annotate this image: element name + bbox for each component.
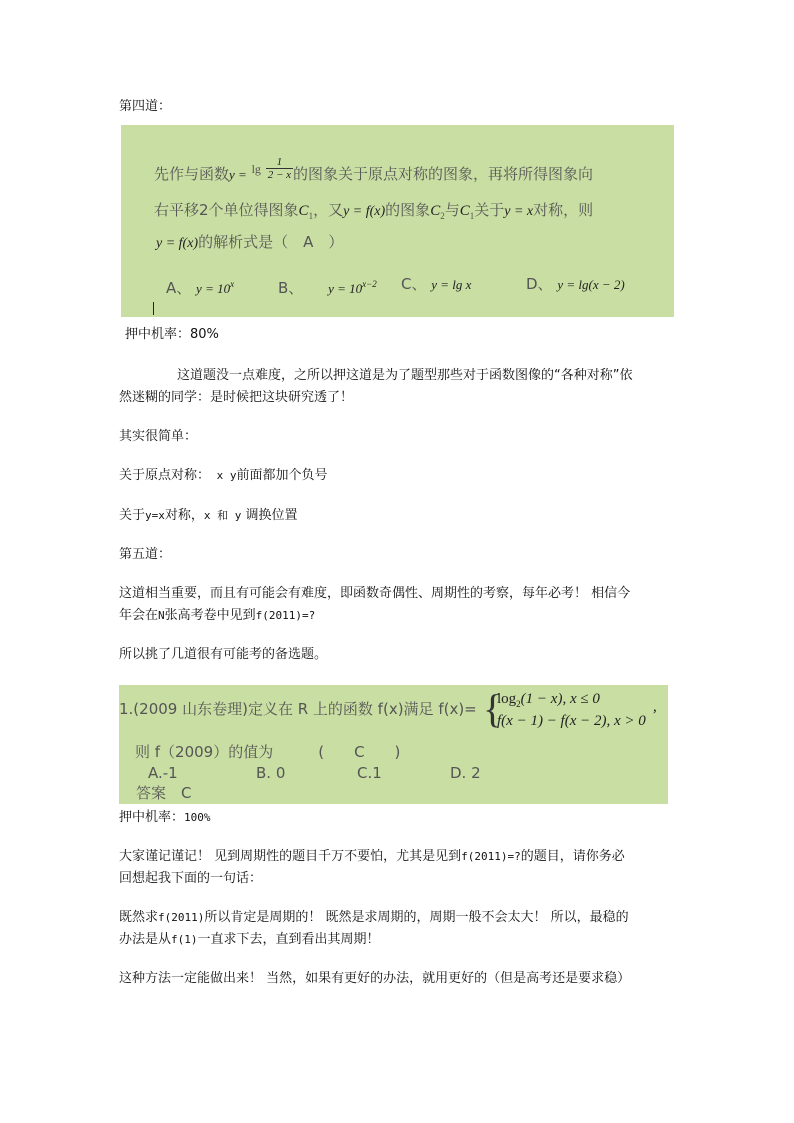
p5-option-a: A.-1	[148, 764, 178, 782]
para5-pre: 既然求	[119, 910, 159, 925]
p4-l2-with: 与	[444, 201, 460, 219]
p4-l3-yfx: y = f(x)	[156, 236, 199, 251]
p4-l2-post: 对称，则	[533, 201, 594, 219]
p4-opt-d-label: D、	[526, 275, 553, 293]
p4-yfx: y = f(x)	[343, 204, 386, 219]
piecewise-case-2: f(x − 1) − f(x − 2), x > 0	[497, 713, 646, 729]
p4-l2-comma: ，又	[313, 201, 344, 219]
para5-post: 所以肯定是周期的！ 既然是求周期的，周期一般不会太大！ 所以，最稳的	[204, 910, 629, 925]
p4-frac-num: 1	[266, 156, 293, 169]
hit-rate-5	[119, 807, 211, 829]
rule1-pre: 关于原点对称：	[119, 468, 211, 483]
para-2-line-2	[119, 605, 315, 627]
p5-option-b: B. 0	[256, 764, 286, 782]
case1-post: (1 − x), x ≤ 0	[520, 691, 600, 707]
p4-opt-b-exp: x−2	[362, 279, 377, 289]
rule1-post: 前面都加个负号	[236, 468, 328, 483]
p4-l3-post: 的解析式是（ A ）	[198, 233, 344, 251]
p4-c1-sub: 1	[308, 211, 314, 221]
para4-pre: 大家谨记谨记！ 见到周期性的题目千万不要怕，尤其是见到	[119, 849, 462, 864]
case1-sub: 2	[516, 699, 521, 709]
problem-4-line-1	[154, 156, 594, 187]
p4-l2-pre: 右平移2个单位得图象	[154, 201, 299, 219]
rule1-xy: x y	[210, 469, 237, 482]
p4-c1: C	[298, 203, 309, 219]
case1-log: log	[497, 691, 517, 707]
para5-f: f(2011)	[158, 911, 205, 924]
para-1-line-2: 然迷糊的同学：是时候把这块研究透了！	[119, 390, 354, 405]
rule-origin-symmetry	[119, 465, 328, 487]
rule2-yx: y=x	[145, 509, 165, 522]
p4-opt-c-val: y = lg x	[431, 277, 472, 292]
problem-4-line-3	[156, 231, 343, 255]
para2-pre: 年会在	[119, 608, 159, 623]
p4-option-a	[166, 273, 234, 300]
p5-option-d: D. 2	[450, 764, 481, 782]
p4-fraction	[266, 156, 293, 181]
p4-option-d	[526, 273, 625, 296]
p5-line-1: 1.(2009 山东卷理)定义在 R 上的函数 f(x)满足 f(x)=	[119, 700, 477, 718]
para-5-line-2	[119, 929, 380, 951]
para-1-line-1: 这道题没一点难度，之所以押这道是为了题型那些对于函数图像的“各种对称”依	[177, 368, 633, 383]
p4-opt-b-base: y = 10	[328, 281, 363, 296]
p5-answer: 答案 C	[136, 784, 192, 802]
p4-opt-b-label: B、	[278, 279, 304, 297]
p4-l1-text: 先作与函数	[154, 165, 230, 183]
para4-f: f(2011)=?	[461, 850, 521, 863]
p4-option-c	[401, 273, 471, 296]
rule2-xy: x 和 y	[203, 509, 242, 522]
rule2-pre: 关于	[119, 508, 146, 523]
problem-5-image-box	[119, 685, 668, 804]
p4-c2-sub: 2	[440, 211, 445, 221]
p4-opt-c-label: C、	[401, 275, 427, 293]
p4-func-lg: lg	[251, 162, 261, 176]
problem-4-image-box	[121, 125, 674, 317]
para2-n: N	[158, 609, 165, 622]
rule2-post: 调换位置	[241, 508, 298, 523]
p5-line-1-end: ,	[653, 699, 657, 715]
problem-4-line-2	[154, 199, 593, 227]
text-cursor	[153, 302, 154, 315]
p4-yx: y = x	[504, 204, 534, 219]
p4-frac-den: 2 − x	[267, 169, 292, 181]
p5-line-2: 则 f（2009）的值为 ( C )	[135, 743, 401, 761]
heading-problem-5: 第五道：	[119, 547, 172, 562]
p4-func-lhs: y =	[229, 167, 247, 182]
p5-option-c: C.1	[357, 764, 382, 782]
p4-option-b	[278, 273, 377, 300]
p4-opt-a-exp: x	[230, 279, 235, 289]
hit-rate-4: 押中机率：80%	[125, 327, 219, 342]
piecewise-brace: {	[483, 686, 503, 731]
para-4-line-1	[119, 846, 625, 868]
p4-l2-about: 关于	[474, 201, 505, 219]
para5-l2-pre: 办法是从	[119, 932, 172, 947]
p4-l1-post: 的图象关于原点对称的图象，再将所得图象向	[293, 165, 594, 183]
para-6: 这种方法一定能做出来！ 当然，如果有更好的办法，就用更好的（但是高考还是要求稳）	[119, 971, 631, 986]
p4-c1b: C	[459, 203, 470, 219]
para-3: 所以挑了几道很有可能考的备选题。	[119, 647, 328, 662]
p4-l2-mid: 的图象	[385, 201, 431, 219]
para5-l2-post: 一直求下去，直到看出其周期！	[197, 932, 380, 947]
p4-c1b-sub: 1	[469, 211, 475, 221]
heading-problem-4: 第四道：	[119, 99, 172, 114]
p4-opt-a-label: A、	[166, 279, 192, 297]
para2-mid: 张高考卷中见到	[164, 608, 256, 623]
rule-yx-symmetry	[119, 505, 298, 527]
rule2-mid: 对称，	[164, 508, 204, 523]
para-2-line-1: 这道相当重要，而且有可能会有难度，即函数奇偶性、周期性的考察，每年必考！ 相信今	[119, 586, 631, 601]
p4-opt-d-val: y = lg(x − 2)	[557, 277, 625, 292]
hit-rate-5-label: 押中机率：	[119, 810, 185, 825]
simple-label: 其实很简单：	[119, 429, 198, 444]
p4-opt-a-base: y = 10	[196, 281, 231, 296]
hit-rate-5-value: 100%	[184, 811, 211, 824]
para5-l2-f: f(1)	[171, 933, 198, 946]
para4-post: 的题目，请你务必	[520, 849, 625, 864]
para-4-line-2: 回想起我下面的一句话：	[119, 871, 263, 886]
p4-c2: C	[430, 203, 441, 219]
para2-f: f(2011)=?	[255, 609, 316, 622]
para-5-line-1	[119, 907, 629, 929]
